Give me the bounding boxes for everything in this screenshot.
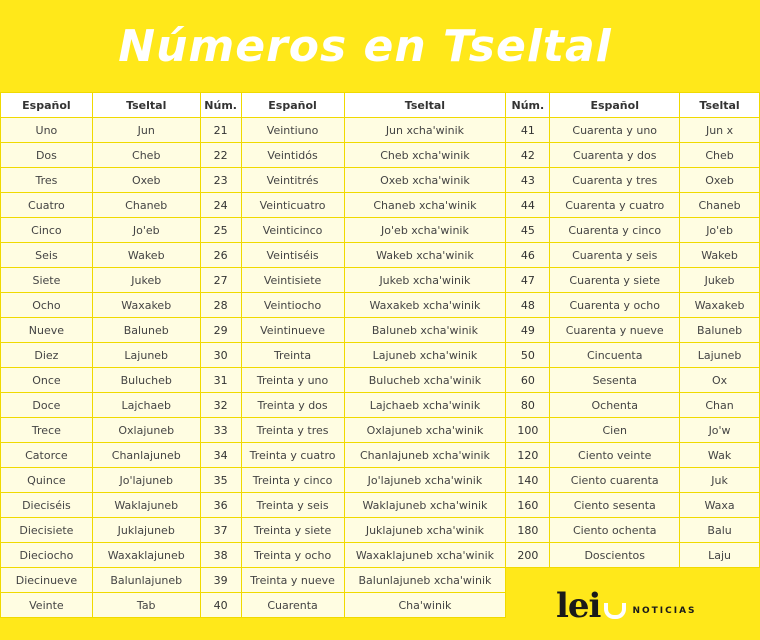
table-cell: Jo'eb bbox=[92, 218, 200, 243]
table-row bbox=[1, 268, 760, 293]
table-row bbox=[1, 168, 760, 193]
table-cell: 47 bbox=[506, 268, 550, 293]
table-cell: Tres bbox=[1, 168, 93, 193]
table-cell: Lajuneb xcha'winik bbox=[344, 343, 506, 368]
table-cell: Oxlajuneb xcha'winik bbox=[344, 418, 506, 443]
table-cell: Veintiocho bbox=[241, 293, 344, 318]
table-cell: Waxa bbox=[680, 493, 760, 518]
table-row bbox=[1, 193, 760, 218]
table-cell: 140 bbox=[506, 468, 550, 493]
numbers-table bbox=[0, 92, 760, 618]
table-cell: Lajuneb bbox=[92, 343, 200, 368]
table-cell: Oxeb bbox=[680, 168, 760, 193]
table-cell: 46 bbox=[506, 243, 550, 268]
table-cell: Jun x bbox=[680, 118, 760, 143]
table-cell: Catorce bbox=[1, 443, 93, 468]
table-cell: Treinta y ocho bbox=[241, 543, 344, 568]
logo-word: lei bbox=[556, 586, 626, 626]
table-cell: Cuarenta y tres bbox=[550, 168, 680, 193]
table-cell: Veintidós bbox=[241, 143, 344, 168]
table-row bbox=[1, 368, 760, 393]
table-cell: Veintitrés bbox=[241, 168, 344, 193]
table-cell: Jukeb bbox=[92, 268, 200, 293]
table-cell: Veintiséis bbox=[241, 243, 344, 268]
table-cell: Treinta y tres bbox=[241, 418, 344, 443]
table-cell: 100 bbox=[506, 418, 550, 443]
table-cell: 32 bbox=[200, 393, 241, 418]
table-row bbox=[1, 343, 760, 368]
table-cell: 25 bbox=[200, 218, 241, 243]
table-cell: 160 bbox=[506, 493, 550, 518]
table-cell: 44 bbox=[506, 193, 550, 218]
table-cell: 28 bbox=[200, 293, 241, 318]
table-cell: 48 bbox=[506, 293, 550, 318]
column-header: Núm. bbox=[506, 93, 550, 118]
table-cell: 21 bbox=[200, 118, 241, 143]
table-cell: 42 bbox=[506, 143, 550, 168]
table-cell: Juklajuneb xcha'winik bbox=[344, 518, 506, 543]
table-cell: Ocho bbox=[1, 293, 93, 318]
table-cell: 30 bbox=[200, 343, 241, 368]
table-row bbox=[1, 143, 760, 168]
table-cell: Diez bbox=[1, 343, 93, 368]
table-cell: Cuarenta y nueve bbox=[550, 318, 680, 343]
table-cell: Oxlajuneb bbox=[92, 418, 200, 443]
table-row bbox=[1, 218, 760, 243]
table-cell: Seis bbox=[1, 243, 93, 268]
table-cell: Jo'w bbox=[680, 418, 760, 443]
table-cell: 60 bbox=[506, 368, 550, 393]
table-cell: Once bbox=[1, 368, 93, 393]
table-cell: Lajchaeb xcha'winik bbox=[344, 393, 506, 418]
table-cell: Jun xcha'winik bbox=[344, 118, 506, 143]
table-cell: 34 bbox=[200, 443, 241, 468]
table-cell: Waxakeb xcha'winik bbox=[344, 293, 506, 318]
table-cell: Balunlajuneb xcha'winik bbox=[344, 568, 506, 593]
table-cell: Cuarenta y cinco bbox=[550, 218, 680, 243]
numbers-table-area bbox=[0, 92, 760, 640]
table-cell: 23 bbox=[200, 168, 241, 193]
table-cell: 36 bbox=[200, 493, 241, 518]
table-cell: 27 bbox=[200, 268, 241, 293]
table-cell: 45 bbox=[506, 218, 550, 243]
table-cell: 120 bbox=[506, 443, 550, 468]
table-row bbox=[1, 318, 760, 343]
table-cell: Waklajuneb bbox=[92, 493, 200, 518]
table-cell: Doscientos bbox=[550, 543, 680, 568]
table-row bbox=[1, 243, 760, 268]
table-cell: 26 bbox=[200, 243, 241, 268]
table-cell: Oxeb xcha'winik bbox=[344, 168, 506, 193]
table-cell: Balunlajuneb bbox=[92, 568, 200, 593]
table-cell: Wakeb bbox=[92, 243, 200, 268]
table-cell: Lajchaeb bbox=[92, 393, 200, 418]
table-cell: 39 bbox=[200, 568, 241, 593]
table-cell: 33 bbox=[200, 418, 241, 443]
table-cell: Treinta y cinco bbox=[241, 468, 344, 493]
table-cell: Bulucheb xcha'winik bbox=[344, 368, 506, 393]
table-cell: Waxaklajuneb xcha'winik bbox=[344, 543, 506, 568]
table-cell: Cuarenta y cuatro bbox=[550, 193, 680, 218]
table-row bbox=[1, 468, 760, 493]
table-cell: Treinta y dos bbox=[241, 393, 344, 418]
table-cell: Chanlajuneb xcha'winik bbox=[344, 443, 506, 468]
table-cell: Baluneb bbox=[92, 318, 200, 343]
table-cell: Uno bbox=[1, 118, 93, 143]
table-cell: Baluneb xcha'winik bbox=[344, 318, 506, 343]
table-cell: Treinta bbox=[241, 343, 344, 368]
column-header: Español bbox=[1, 93, 93, 118]
table-cell: Cincuenta bbox=[550, 343, 680, 368]
table-cell: Jo'lajuneb xcha'winik bbox=[344, 468, 506, 493]
column-header: Español bbox=[550, 93, 680, 118]
table-cell: Veintinueve bbox=[241, 318, 344, 343]
table-cell: Diecinueve bbox=[1, 568, 93, 593]
table-cell: Sesenta bbox=[550, 368, 680, 393]
leiu-logo bbox=[506, 571, 720, 640]
table-cell: Tab bbox=[92, 593, 200, 618]
table-cell: Siete bbox=[1, 268, 93, 293]
table-cell: Baluneb bbox=[680, 318, 760, 343]
table-cell: Cuatro bbox=[1, 193, 93, 218]
table-cell: Veinte bbox=[1, 593, 93, 618]
table-cell: Wakeb xcha'winik bbox=[344, 243, 506, 268]
table-cell: Juk bbox=[680, 468, 760, 493]
table-cell: Cha'winik bbox=[344, 593, 506, 618]
table-cell: Veintisiete bbox=[241, 268, 344, 293]
table-cell: Cuarenta y dos bbox=[550, 143, 680, 168]
header-row bbox=[1, 93, 760, 118]
table-cell: Chaneb bbox=[92, 193, 200, 218]
table-cell: 180 bbox=[506, 518, 550, 543]
table-row bbox=[1, 518, 760, 543]
table-cell: Jun bbox=[92, 118, 200, 143]
table-cell: Veinticinco bbox=[241, 218, 344, 243]
table-cell: Treinta y uno bbox=[241, 368, 344, 393]
table-cell: Quince bbox=[1, 468, 93, 493]
table-cell: Chaneb bbox=[680, 193, 760, 218]
table-cell: Treinta y seis bbox=[241, 493, 344, 518]
table-cell: Cuarenta y seis bbox=[550, 243, 680, 268]
table-cell: 22 bbox=[200, 143, 241, 168]
table-cell: Dieciocho bbox=[1, 543, 93, 568]
table-cell: Bulucheb bbox=[92, 368, 200, 393]
table-cell: 40 bbox=[200, 593, 241, 618]
table-cell: 49 bbox=[506, 318, 550, 343]
table-cell: 31 bbox=[200, 368, 241, 393]
table-row bbox=[1, 543, 760, 568]
table-cell: Treinta y siete bbox=[241, 518, 344, 543]
column-header: Tseltal bbox=[344, 93, 506, 118]
table-cell: Jo'lajuneb bbox=[92, 468, 200, 493]
table-cell: Ciento veinte bbox=[550, 443, 680, 468]
table-cell: Dieciséis bbox=[1, 493, 93, 518]
page-title: Números en Tseltal bbox=[118, 20, 612, 72]
table-row bbox=[1, 493, 760, 518]
table-cell: Cuarenta y uno bbox=[550, 118, 680, 143]
table-cell: Jukeb bbox=[680, 268, 760, 293]
table-cell: Wakeb bbox=[680, 243, 760, 268]
table-cell: 43 bbox=[506, 168, 550, 193]
table-cell: 29 bbox=[200, 318, 241, 343]
table-cell: Waklajuneb xcha'winik bbox=[344, 493, 506, 518]
table-cell: Ciento ochenta bbox=[550, 518, 680, 543]
table-cell: Cheb xcha'winik bbox=[344, 143, 506, 168]
table-cell: Chan bbox=[680, 393, 760, 418]
table-cell: Ochenta bbox=[550, 393, 680, 418]
table-cell: Waxaklajuneb bbox=[92, 543, 200, 568]
table-cell: 80 bbox=[506, 393, 550, 418]
table-row bbox=[1, 293, 760, 318]
column-header: Núm. bbox=[200, 93, 241, 118]
table-cell: Juklajuneb bbox=[92, 518, 200, 543]
table-cell: Waxakeb bbox=[92, 293, 200, 318]
table-cell: Treinta y cuatro bbox=[241, 443, 344, 468]
table-cell: Cuarenta y ocho bbox=[550, 293, 680, 318]
table-row bbox=[1, 118, 760, 143]
table-cell: Dos bbox=[1, 143, 93, 168]
table-cell: Ciento cuarenta bbox=[550, 468, 680, 493]
table-row bbox=[1, 393, 760, 418]
table-cell: Veinticuatro bbox=[241, 193, 344, 218]
table-cell: Cuarenta bbox=[241, 593, 344, 618]
table-cell: Jukeb xcha'winik bbox=[344, 268, 506, 293]
table-cell: Trece bbox=[1, 418, 93, 443]
column-header: Tseltal bbox=[92, 93, 200, 118]
table-cell: 37 bbox=[200, 518, 241, 543]
table-cell: 35 bbox=[200, 468, 241, 493]
table-cell: Chanlajuneb bbox=[92, 443, 200, 468]
table-cell: Cheb bbox=[680, 143, 760, 168]
table-cell: Jo'eb xcha'winik bbox=[344, 218, 506, 243]
table-cell: 41 bbox=[506, 118, 550, 143]
table-cell: 38 bbox=[200, 543, 241, 568]
table-cell: Treinta y nueve bbox=[241, 568, 344, 593]
table-cell: Laju bbox=[680, 543, 760, 568]
table-cell: Cuarenta y siete bbox=[550, 268, 680, 293]
logo-cup-icon bbox=[604, 603, 626, 619]
table-cell: Chaneb xcha'winik bbox=[344, 193, 506, 218]
table-cell: Diecisiete bbox=[1, 518, 93, 543]
table-cell: 24 bbox=[200, 193, 241, 218]
table-cell: 50 bbox=[506, 343, 550, 368]
logo-subtitle: NOTICIAS bbox=[632, 605, 697, 616]
table-cell: Waxakeb bbox=[680, 293, 760, 318]
table-cell: Jo'eb bbox=[680, 218, 760, 243]
table-row bbox=[1, 418, 760, 443]
table-cell: Balu bbox=[680, 518, 760, 543]
table-row bbox=[1, 443, 760, 468]
table-cell: Nueve bbox=[1, 318, 93, 343]
table-cell: Cinco bbox=[1, 218, 93, 243]
table-cell: Lajuneb bbox=[680, 343, 760, 368]
column-header: Tseltal bbox=[680, 93, 760, 118]
table-cell: Doce bbox=[1, 393, 93, 418]
table-cell: Ciento sesenta bbox=[550, 493, 680, 518]
table-cell: 200 bbox=[506, 543, 550, 568]
table-cell: Oxeb bbox=[92, 168, 200, 193]
table-cell: Cien bbox=[550, 418, 680, 443]
table-cell: Cheb bbox=[92, 143, 200, 168]
column-header: Español bbox=[241, 93, 344, 118]
table-cell: Ox bbox=[680, 368, 760, 393]
table-cell: Wak bbox=[680, 443, 760, 468]
table-cell: Veintiuno bbox=[241, 118, 344, 143]
